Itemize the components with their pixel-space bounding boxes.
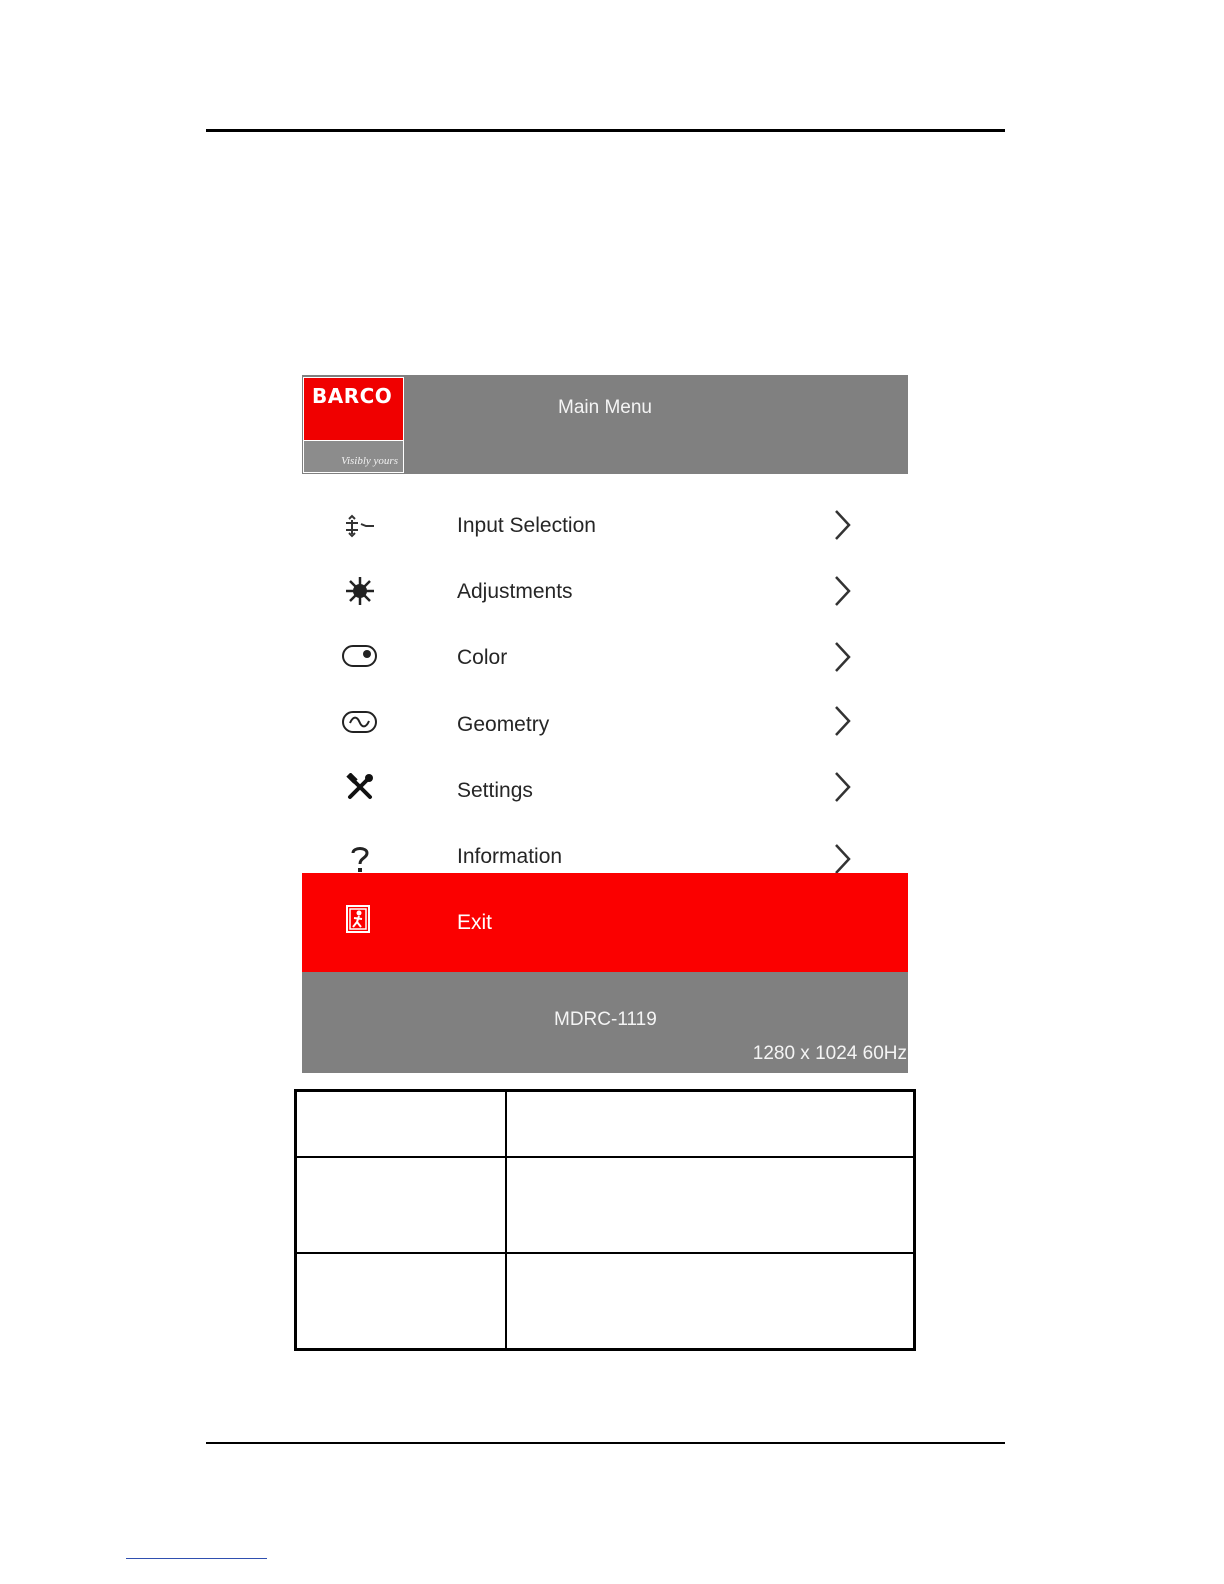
brightness-icon (334, 571, 386, 611)
osd-header (302, 375, 908, 474)
logo-text: BARCO (312, 384, 393, 408)
exit-icon (342, 903, 376, 937)
menu-item-input-selection[interactable] (302, 493, 908, 559)
menu-item-label: Adjustments (457, 580, 573, 603)
menu-item-geometry[interactable] (302, 691, 908, 757)
geometry-icon (334, 702, 386, 742)
header-rule (206, 129, 1005, 132)
chevron-right-icon (832, 507, 854, 543)
menu-item-settings[interactable] (302, 757, 908, 823)
input-selection-icon (334, 506, 386, 546)
menu-item-label: Settings (457, 779, 533, 802)
menu-item-label: Information (457, 845, 563, 868)
color-icon (334, 636, 386, 676)
description-table (294, 1089, 916, 1351)
menu-item-label: Color (457, 646, 508, 669)
osd-footer (302, 972, 908, 1073)
model-name: MDRC-1119 (554, 1009, 657, 1030)
exit-label: Exit (457, 911, 493, 934)
barco-logo (303, 377, 404, 473)
chevron-right-icon (832, 841, 854, 877)
osd-main-menu (302, 375, 908, 1073)
row-divider (297, 1156, 913, 1158)
row-divider (297, 1252, 913, 1254)
logo-tagline: Visibly yours (341, 455, 398, 467)
menu-item-color[interactable] (302, 625, 908, 691)
menu-title: Main Menu (558, 397, 652, 418)
chevron-right-icon (832, 639, 854, 675)
footer-rule (206, 1442, 1005, 1444)
chevron-right-icon (832, 573, 854, 609)
column-divider (505, 1092, 507, 1348)
tools-icon (334, 767, 386, 807)
menu-item-exit[interactable] (302, 873, 908, 972)
resolution-readout: 1280 x 1024 60Hz (752, 1043, 907, 1064)
menu-item-label: Input Selection (457, 514, 596, 537)
footer-link-underline[interactable] (126, 1558, 267, 1559)
chevron-right-icon (832, 769, 854, 805)
menu-item-adjustments[interactable] (302, 559, 908, 625)
menu-item-label: Geometry (457, 713, 550, 736)
chevron-right-icon (832, 703, 854, 739)
